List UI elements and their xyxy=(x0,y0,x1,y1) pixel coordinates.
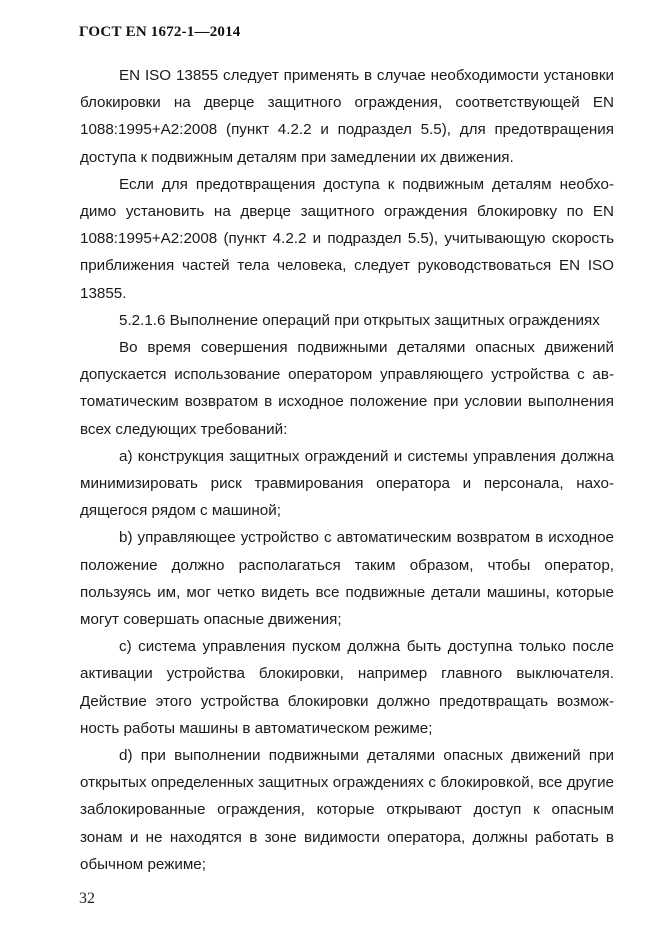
list-item-b: b) управляющее устройство с автоматическим возвратом в исходное положение должно располагаться таким образом, чтобы оператор, пользуясь им, мог четко видеть все подвижные детали машины, которые могут совершать опасные движения; xyxy=(80,529,614,629)
list-item-a: a) конструкция защитных ограждений и системы управления должна минимизировать риск травмирования оператора и персонала, находящегося рядом с машиной; xyxy=(80,447,614,520)
paragraph-en-iso-13855-usage: EN ISO 13855 следует применять в случае необходимости установки блокировки на дверце защитного ограждения, соответствующей EN 1088:1995+A2:2008 (пункт 4.2.2 и подраздел 5.5), для предотвращения доступа к подвижным деталям при замедлении их движения. xyxy=(80,67,614,166)
list-item-c: c) система управления пуском должна быть доступна только после активации устройства блокировки, например главного выключателя. Действие этого устройства блокировки должно предотвращать возможность работы машины в автоматическом режиме; xyxy=(80,638,614,737)
document-header: ГОСТ EN 1672-1—2014 xyxy=(79,24,241,40)
page-number: 32 xyxy=(79,890,95,907)
section-heading-5-2-1-6: 5.2.1.6 Выполнение операций при открытых защитных ограждениях xyxy=(119,311,600,329)
paragraph-requirements-intro: Во время совершения подвижными деталями опасных движений допускается использование оператором управляющего устройства с автоматическим возвратом в исходное положение при условии выполнения всех следующих требований: xyxy=(80,339,614,438)
paragraph-interlock-speed: Если для предотвращения доступа к подвижным деталям необходимо установить на дверце защитного ограждения блокировку по EN 1088:1995+A2:2008 (пункт 4.2.2 и подраздел 5.5), учитывающую скорость приближения частей тела человека, следует руководствоваться EN ISO 13855. xyxy=(80,175,614,302)
document-body xyxy=(80,62,614,878)
list-item-d: d) при выполнении подвижными деталями опасных движений при открытых определенных защитных ограждениях с блокировкой, все другие заблокированные ограждения, которые открывают доступ к опасным зонам и не находятся в зоне видимости оператора, должны работать в обычном режиме; xyxy=(80,747,614,873)
